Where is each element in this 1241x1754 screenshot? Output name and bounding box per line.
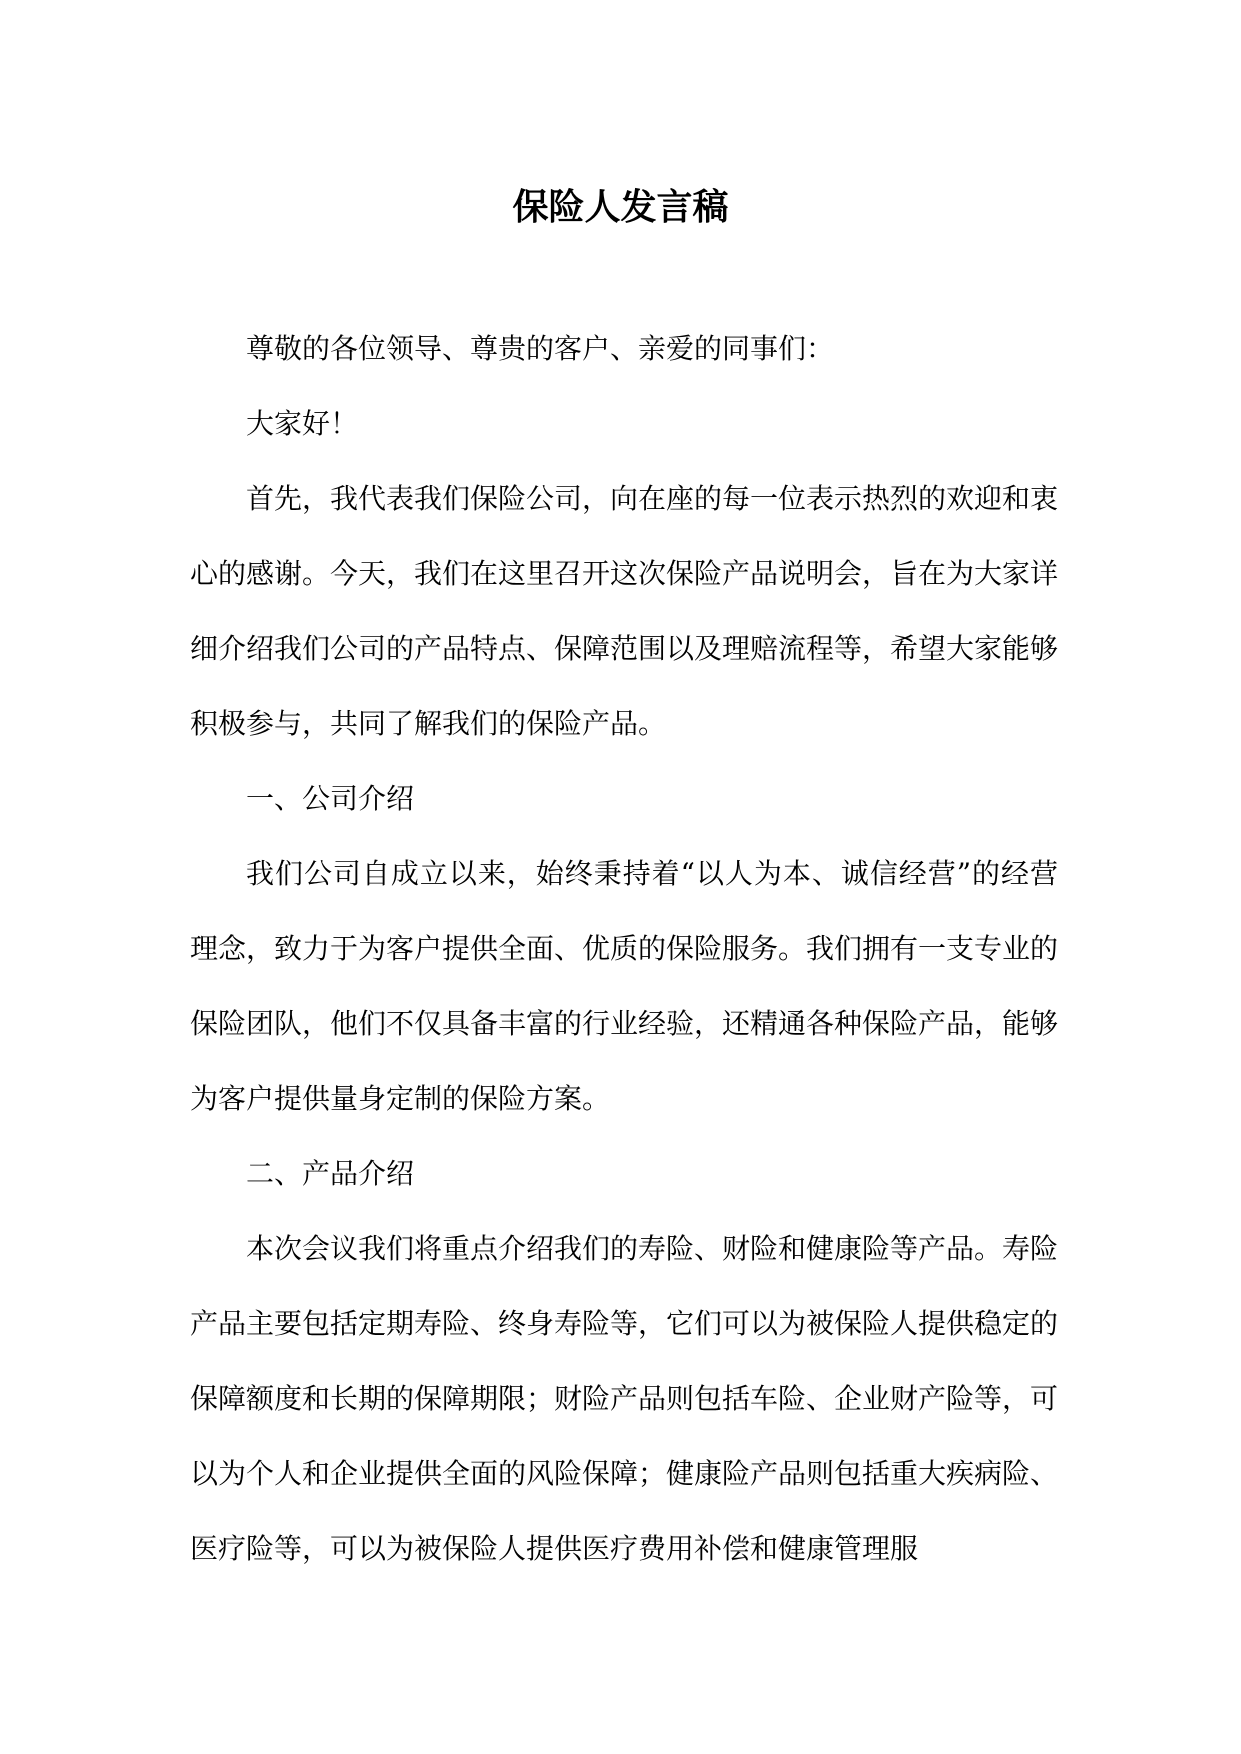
section-heading-products: 二、产品介绍 [246, 1157, 415, 1190]
company-paragraph: 我们公司自成立以来，始终秉持着“以人为本、诚信经营”的经营理念，致力于为客户提供全面、优质的保险服务。我们拥有一支专业的保险团队，他们不仅具备丰富的行业经验，还精通各种保险产品，能够为客户提供量身定制的保险方案。 [190, 857, 1059, 1115]
greeting-paragraph: 尊敬的各位领导、尊贵的客户、亲爱的同事们： [246, 332, 835, 365]
salutation-paragraph: 大家好！ [246, 407, 359, 440]
products-paragraph: 本次会议我们将重点介绍我们的寿险、财险和健康险等产品。寿险产品主要包括定期寿险、终身寿险等，它们可以为被保险人提供稳定的保障额度和长期的保障期限；财险产品则包括车险、企业财产险等，可以为个人和企业提供全面的风险保障；健康险产品则包括重大疾病险、医疗险等，可以为被保险人提供医疗费用补偿和健康管理服 [190, 1232, 1059, 1565]
intro-paragraph: 首先，我代表我们保险公司，向在座的每一位表示热烈的欢迎和衷心的感谢。今天，我们在这里召开这次保险产品说明会，旨在为大家详细介绍我们公司的产品特点、保障范围以及理赔流程等，希望大家能够积极参与，共同了解我们的保险产品。 [190, 482, 1059, 740]
document-title: 保险人发言稿 [512, 186, 729, 228]
section-heading-company: 一、公司介绍 [246, 782, 415, 815]
document-body [190, 311, 1058, 1586]
